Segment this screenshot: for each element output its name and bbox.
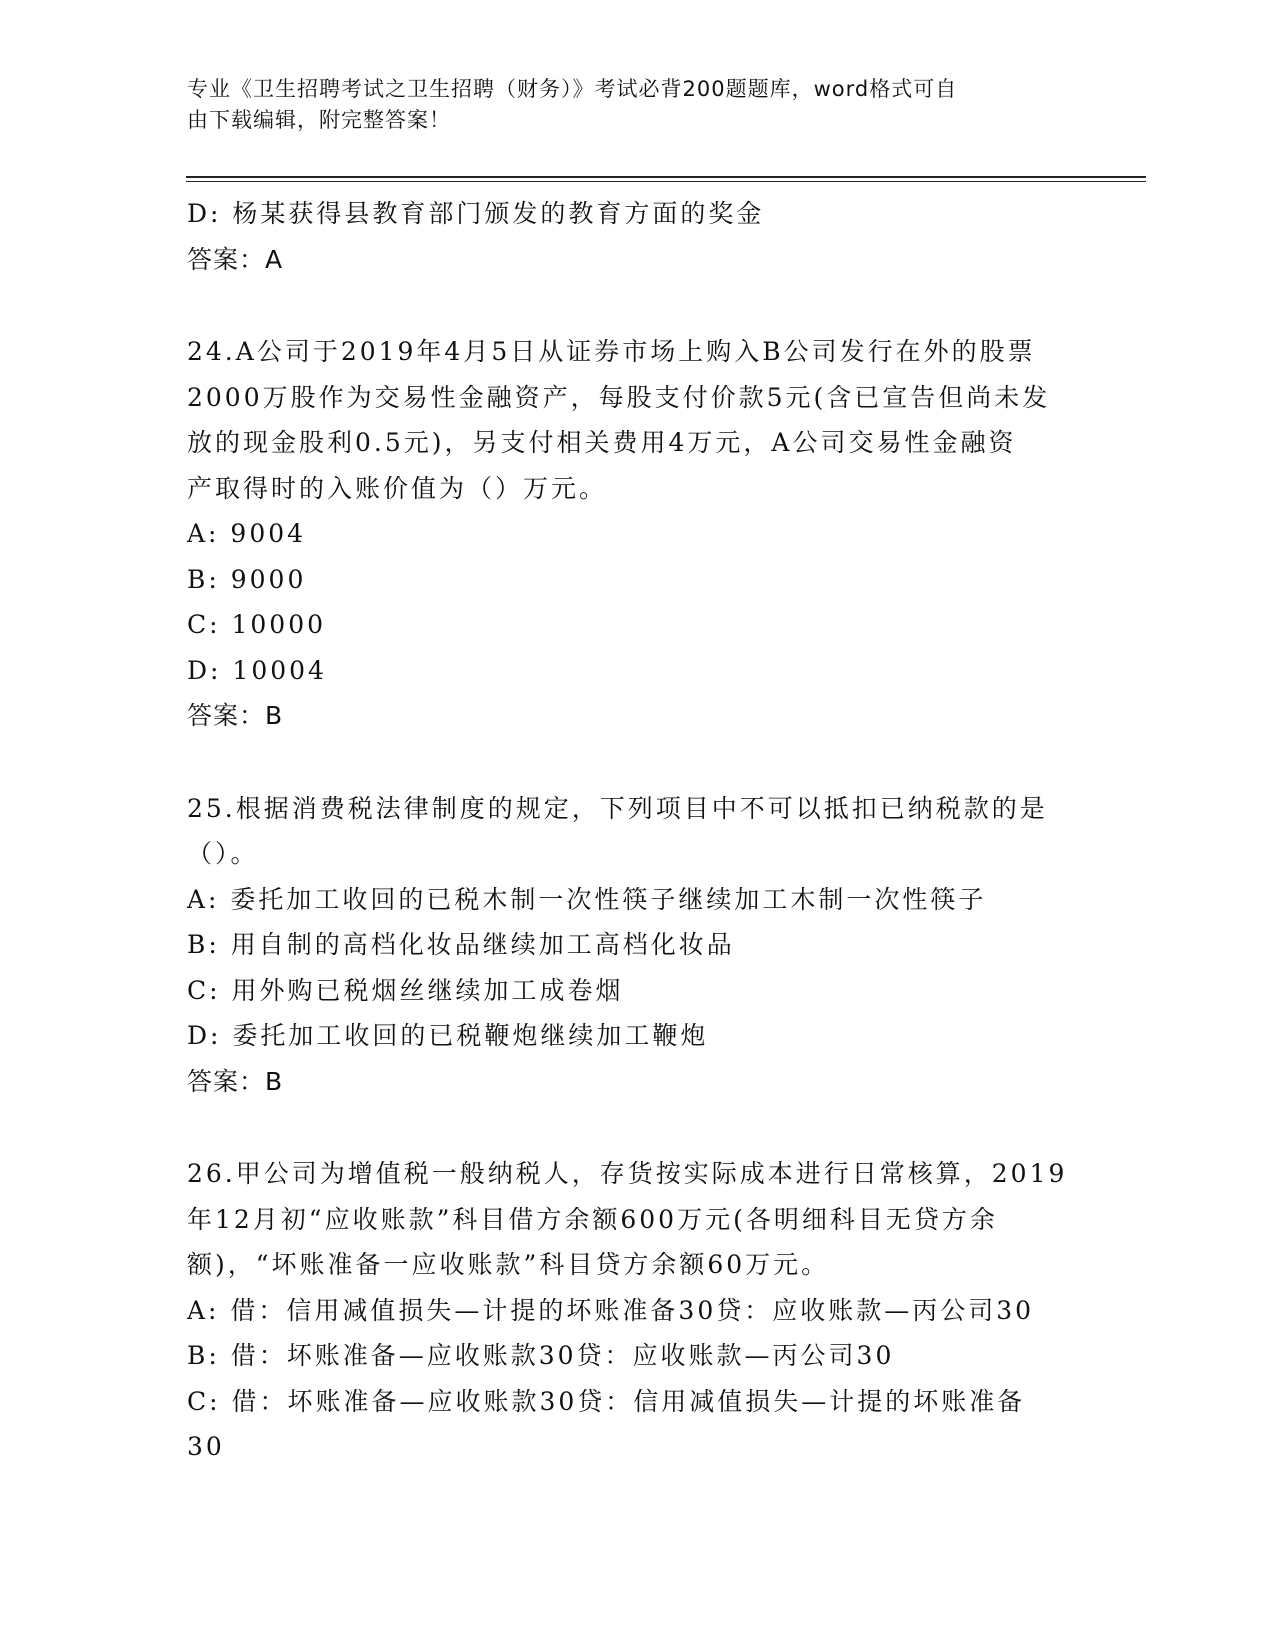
- question-25: [187, 786, 1087, 1105]
- option-c-continued: 30: [187, 1432, 225, 1461]
- question-23-tail: [187, 191, 1087, 282]
- header-line-1: 专业《卫生招聘考试之卫生招聘（财务）》考试必背200题题库，word格式可自: [187, 77, 958, 101]
- option-c: C: 10000: [187, 610, 327, 639]
- option-b: B: 9000: [187, 564, 307, 594]
- option-d: D: 杨某获得县教育部门颁发的教育方面的奖金: [187, 199, 765, 228]
- option-a: A: 委托加工收回的已税木制一次性筷子继续加工木制一次性筷子: [187, 884, 987, 914]
- question-stem-line: 25.根据消费税法律制度的规定，下列项目中不可以抵扣已纳税款的是: [187, 793, 1048, 823]
- option-a: A: 借：信用减值损失—计提的坏账准备30贷：应收账款—丙公司30: [187, 1295, 1035, 1325]
- option-d: D: 委托加工收回的已税鞭炮继续加工鞭炮: [187, 1021, 709, 1050]
- question-stem-line: 额)，“坏账准备一应收账款”科目贷方余额60万元。: [187, 1250, 830, 1279]
- option-d: D: 10004: [187, 655, 327, 685]
- option-b: B: 借：坏账准备—应收账款30贷：应收账款—丙公司30: [187, 1341, 895, 1370]
- header-divider: [186, 176, 1146, 178]
- answer-line: 答案：B: [187, 1066, 284, 1096]
- answer-line: 答案：A: [187, 244, 284, 274]
- question-stem-line: 24.A公司于2019年4月5日从证券市场上购入B公司发行在外的股票: [187, 337, 1036, 366]
- header-divider-thin: [186, 181, 1146, 182]
- question-stem-line: 产取得时的入账价值为（）万元。: [187, 473, 608, 503]
- question-stem-line: 年12月初“应收账款”科目借方余额600万元(各明细科目无贷方余: [187, 1204, 998, 1234]
- document-body: [187, 191, 1087, 1470]
- question-stem-line: （）。: [187, 839, 259, 868]
- header-line-2: 由下载编辑，附完整答案！: [187, 108, 451, 132]
- question-stem-line: 26.甲公司为增值税一般纳税人，存货按实际成本进行日常核算，2019: [187, 1159, 1068, 1188]
- question-24: [187, 329, 1087, 739]
- option-c: C: 用外购已税烟丝继续加工成卷烟: [187, 975, 624, 1005]
- question-stem-line: 2000万股作为交易性金融资产，每股支付价款5元(含已宣告但尚未发: [187, 382, 1051, 412]
- option-a: A: 9004: [187, 519, 307, 548]
- question-stem-line: 放的现金股利0.5元)，另支付相关费用4万元，A公司交易性金融资: [187, 428, 1017, 457]
- option-c: C: 借：坏账准备—应收账款30贷：信用减值损失—计提的坏账准备: [187, 1386, 1026, 1416]
- document-header: [187, 74, 1087, 136]
- question-26: [187, 1151, 1087, 1470]
- answer-line: 答案：B: [187, 701, 284, 730]
- option-b: B: 用自制的高档化妆品继续加工高档化妆品: [187, 930, 735, 959]
